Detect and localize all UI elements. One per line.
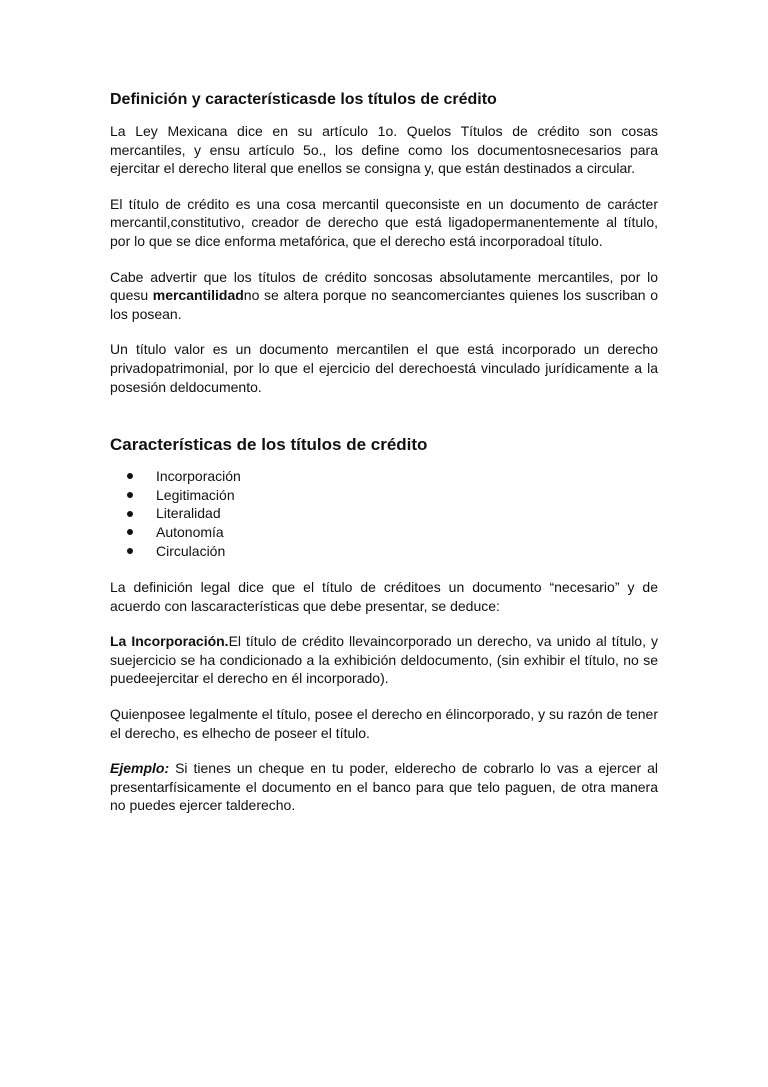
paragraph-titulo-definicion: El título de crédito es una cosa mercantil queconsiste en un documento de carácter mercantil,constitutivo, creador de derecho que está ligadopermanentemente al título, por lo que se dice enforma metafórica, que el derecho está incorporadoal título. [110,195,658,249]
list-item [127,504,658,523]
bullet-icon [127,529,133,535]
bullet-icon [127,492,133,498]
term-mercantilidad: mercantilidad [152,287,244,304]
document-page [110,90,658,832]
paragraph-ley-mexicana: La Ley Mexicana dice en su artículo 1o. Quelos Títulos de crédito son cosas mercantiles, y ensu artículo 5o., los define como los documentosnecesarios para ejercitar el derecho literal que enellos se consigna y, que están destinados a circular. [110,123,658,177]
list-item [127,542,658,561]
paragraph-mercantilidad-start: Cabe advertir que los títulos de crédito soncosas absolutamente mercantiles, por lo quesu [110,268,658,304]
list-item [127,523,658,542]
paragraph-titulo-valor: Un título valor es un documento mercantilen el que está incorporado un derecho privadopatrimonial, por lo que el ejercicio del derechoestá vinculado jurídicamente a la posesión deldocumento. [110,341,658,395]
bullet-icon [127,473,133,479]
list-item-label: Circulación [156,542,226,559]
paragraph-mercantilidad [110,268,658,324]
section-heading-caracteristicas: Características de los títulos de crédito [110,435,428,455]
paragraph-mercantilidad-end: no se altera porque no seancomerciantes quienes los suscriban o los posean. [110,287,658,322]
term-ejemplo: Ejemplo: [110,760,170,777]
paragraph-incorporacion-text: El título de crédito llevaincorporado un derecho, va unido al título, y suejercicio se ha condicionado a la exhibición deldocumento, (sin exhibir el título, no se puedeejercitar el derecho en él incorporado). [110,633,658,687]
list-item-label: Literalidad [156,505,221,522]
bullet-icon [127,511,133,517]
paragraph-ejemplo [110,759,658,815]
document-title: Definición y característicasde los títulos de crédito [110,91,497,108]
list-item [127,467,658,486]
paragraph-quien-posee: Quienposee legalmente el título, posee el derecho en élincorporado, y su razón de tener el derecho, es elhecho de poseer el título. [110,706,658,741]
paragraph-ejemplo-text: Si tienes un cheque en tu poder, elderecho de cobrarlo lo vas a ejercer al presentarfísicamente el documento en el banco para que telo paguen, de otra manera no puedes ejercer talderecho. [110,760,658,814]
list-item-label: Legitimación [156,486,235,503]
paragraph-definicion-legal: La definición legal dice que el título de créditoes un documento “necesario” y de acuerdo con lascaracterísticas que debe presentar, se deduce: [110,579,658,614]
list-item [127,486,658,505]
term-incorporacion: La Incorporación. [110,633,229,650]
list-item-label: Autonomía [156,523,224,540]
list-item-label: Incorporación [156,468,241,485]
characteristics-list [110,467,658,560]
paragraph-incorporacion [110,632,658,688]
bullet-icon [127,548,133,554]
